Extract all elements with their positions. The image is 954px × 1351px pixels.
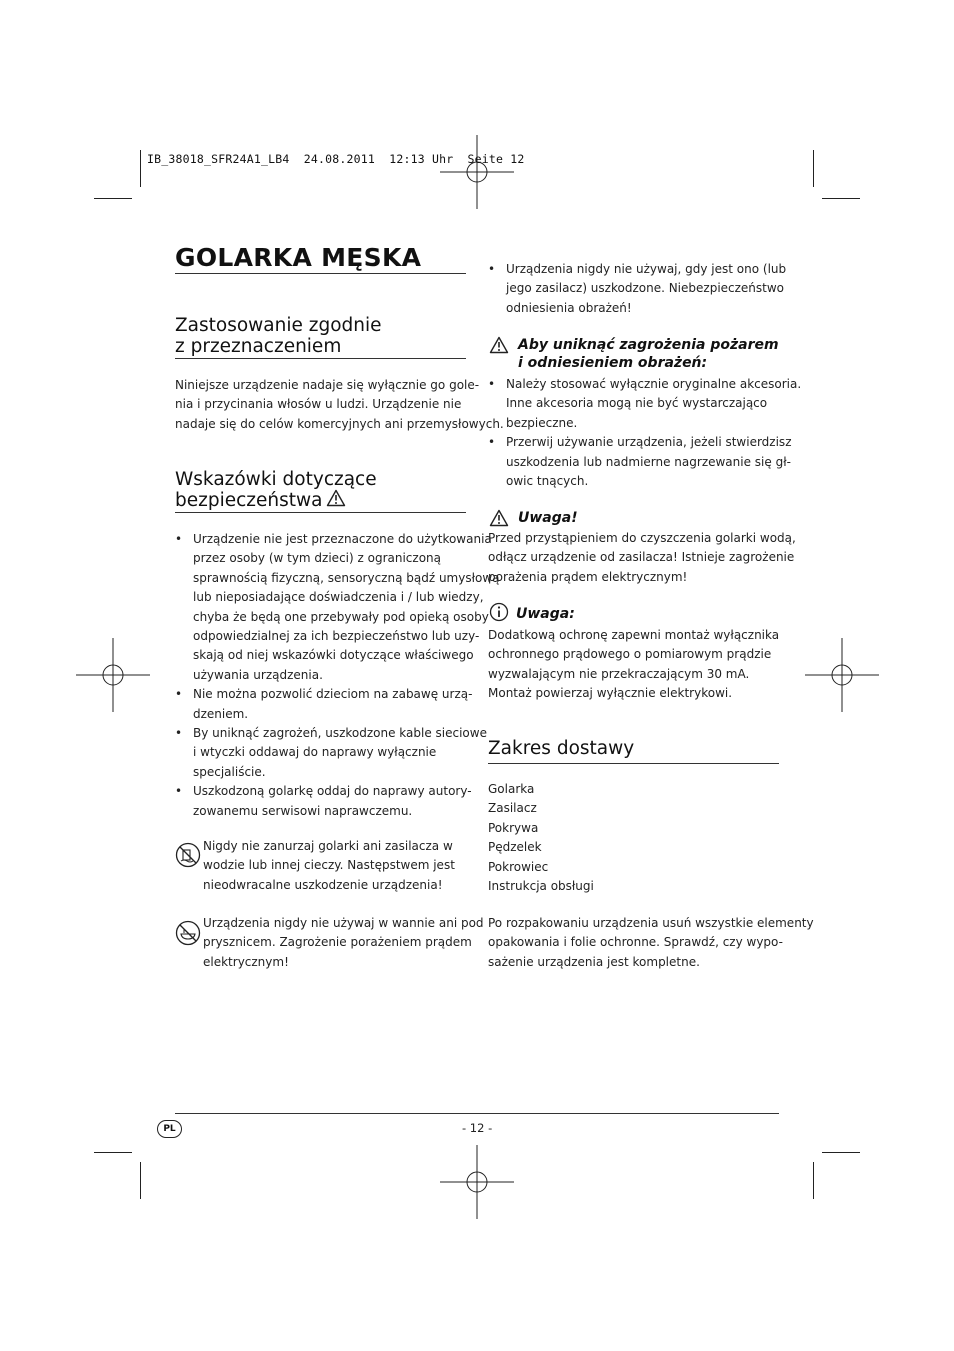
info-circle-icon — [489, 602, 509, 622]
registration-mark-icon — [76, 638, 150, 712]
notice-no-immersion: Nigdy nie zanurzaj golarki ani zasilacza w wodzie lub innej cieczy. Następstwem jest nieodwracalne uszkodzenie urządzenia! — [203, 839, 455, 892]
list-item: • Uszkodzoną golarkę oddaj do naprawy autory- zowanemu serwisowi naprawczemu. — [175, 782, 470, 821]
info-text: Dodatkową ochronę zapewni montaż wyłącznika ochronnego prądowego o pomiarowym prądzie wyzwalającym nie przekraczającym 30 mA. Montaż powierzaj wyłącznie elektrykowi. — [488, 628, 780, 701]
delivery-text: Po rozpakowaniu urządzenia usuń wszystkie elementy opakowania i folie ochronne. Sprawdź, czy wypo- sażenie urządzenia jest kompletne. — [488, 916, 814, 969]
crop-mark — [822, 1152, 860, 1153]
list-item: • Urządzenie nie jest przeznaczone do użytkowania przez osoby (w tym dzieci) z ograniczoną sprawnością fizyczną, sensoryczną bądź umysłową lub nieposiadające doświadczenia i / lub wiedzy, chyba że będą one przebywały pod opieką osoby odpowiedzialnej za ich bezpieczeństwo lub uzy- skają od niej wskazówki dotyczące właściwego używania urządzenia. — [175, 530, 470, 685]
crop-mark — [813, 150, 814, 187]
warning-triangle-icon — [326, 489, 346, 507]
warning-triangle-icon — [489, 336, 509, 354]
page-title: GOLARKA MĘSKA — [175, 243, 422, 272]
page-number: - 12 - — [462, 1121, 493, 1135]
notice-no-bath: Urządzenia nigdy nie używaj w wannie ani pod prysznicem. Zagrożenie porażeniem prądem elektrycznym! — [203, 916, 484, 969]
list-item: • Urządzenia nigdy nie używaj, gdy jest ono (lub jego zasilacz) uszkodzone. Niebezpieczeństwo odniesienia obrażeń! — [488, 260, 783, 318]
crop-mark — [813, 1162, 814, 1199]
print-header: IB_38018_SFR24A1_LB4 24.08.2011 12:13 Uhr Seite 12 — [147, 152, 525, 166]
caution-text: Przed przystąpieniem do czyszczenia golarki wodą, odłącz urządzenie od zasilacza! Istnieje zagrożenie porażenia prądem elektrycznym! — [488, 531, 796, 584]
warning-triangle-icon — [489, 509, 509, 527]
registration-mark-icon — [440, 1145, 514, 1219]
section-heading-delivery: Zakres dostawy — [488, 738, 635, 759]
registration-mark-icon — [440, 135, 514, 209]
delivery-items: Golarka Zasilacz Pokrywa Pędzelek Pokrowiec Instrukcja obsługi — [488, 782, 594, 894]
crop-mark — [140, 1162, 141, 1199]
title-rule — [175, 273, 466, 274]
caution-heading: Uwaga! — [518, 510, 578, 526]
registration-mark-icon — [805, 638, 879, 712]
crop-mark — [822, 198, 860, 199]
crop-mark — [94, 198, 132, 199]
crop-mark — [94, 1152, 132, 1153]
section-rule — [488, 763, 779, 764]
list-item: • Należy stosować wyłącznie oryginalne akcesoria. Inne akcesoria mogą nie być wystarczająco bezpieczne. — [488, 375, 783, 433]
section-heading-safety: Wskazówki dotyczące bezpieczeństwa — [175, 469, 377, 511]
no-bath-icon — [175, 920, 201, 946]
footer-rule — [175, 1113, 779, 1114]
no-immersion-icon — [175, 842, 201, 868]
fire-warning-heading: Aby uniknąć zagrożenia pożarem i odniesieniem obrażeń: — [518, 337, 779, 371]
fire-warning-bullet-list — [488, 375, 802, 491]
top-bullet-list — [488, 260, 787, 318]
safety-bullet-list — [175, 530, 500, 821]
section-heading-intended-use: Zastosowanie zgodnie z przeznaczeniem — [175, 315, 382, 357]
list-item: • Nie można pozwolić dzieciom na zabawę urzą- dzeniem. — [175, 685, 470, 724]
section-rule — [175, 358, 466, 359]
list-item: • Przerwij używanie urządzenia, jeżeli stwierdzisz uszkodzenia lub nadmierne nagrzewanie się gł- owic tnących. — [488, 433, 783, 491]
language-badge: PL — [157, 1120, 182, 1138]
list-item: • By uniknąć zagrożeń, uszkodzone kable sieciowe i wtyczki oddawaj do naprawy wyłącznie specjaliście. — [175, 724, 470, 782]
info-heading: Uwaga: — [516, 606, 575, 622]
section-rule — [175, 512, 466, 513]
crop-mark — [140, 150, 141, 187]
intended-use-text: Niniejsze urządzenie nadaje się wyłącznie go gole- nia i przycinania włosów u ludzi. Urządzenie nie nadaje się do celów komercyjnych ani przemysłowych. — [175, 378, 504, 431]
